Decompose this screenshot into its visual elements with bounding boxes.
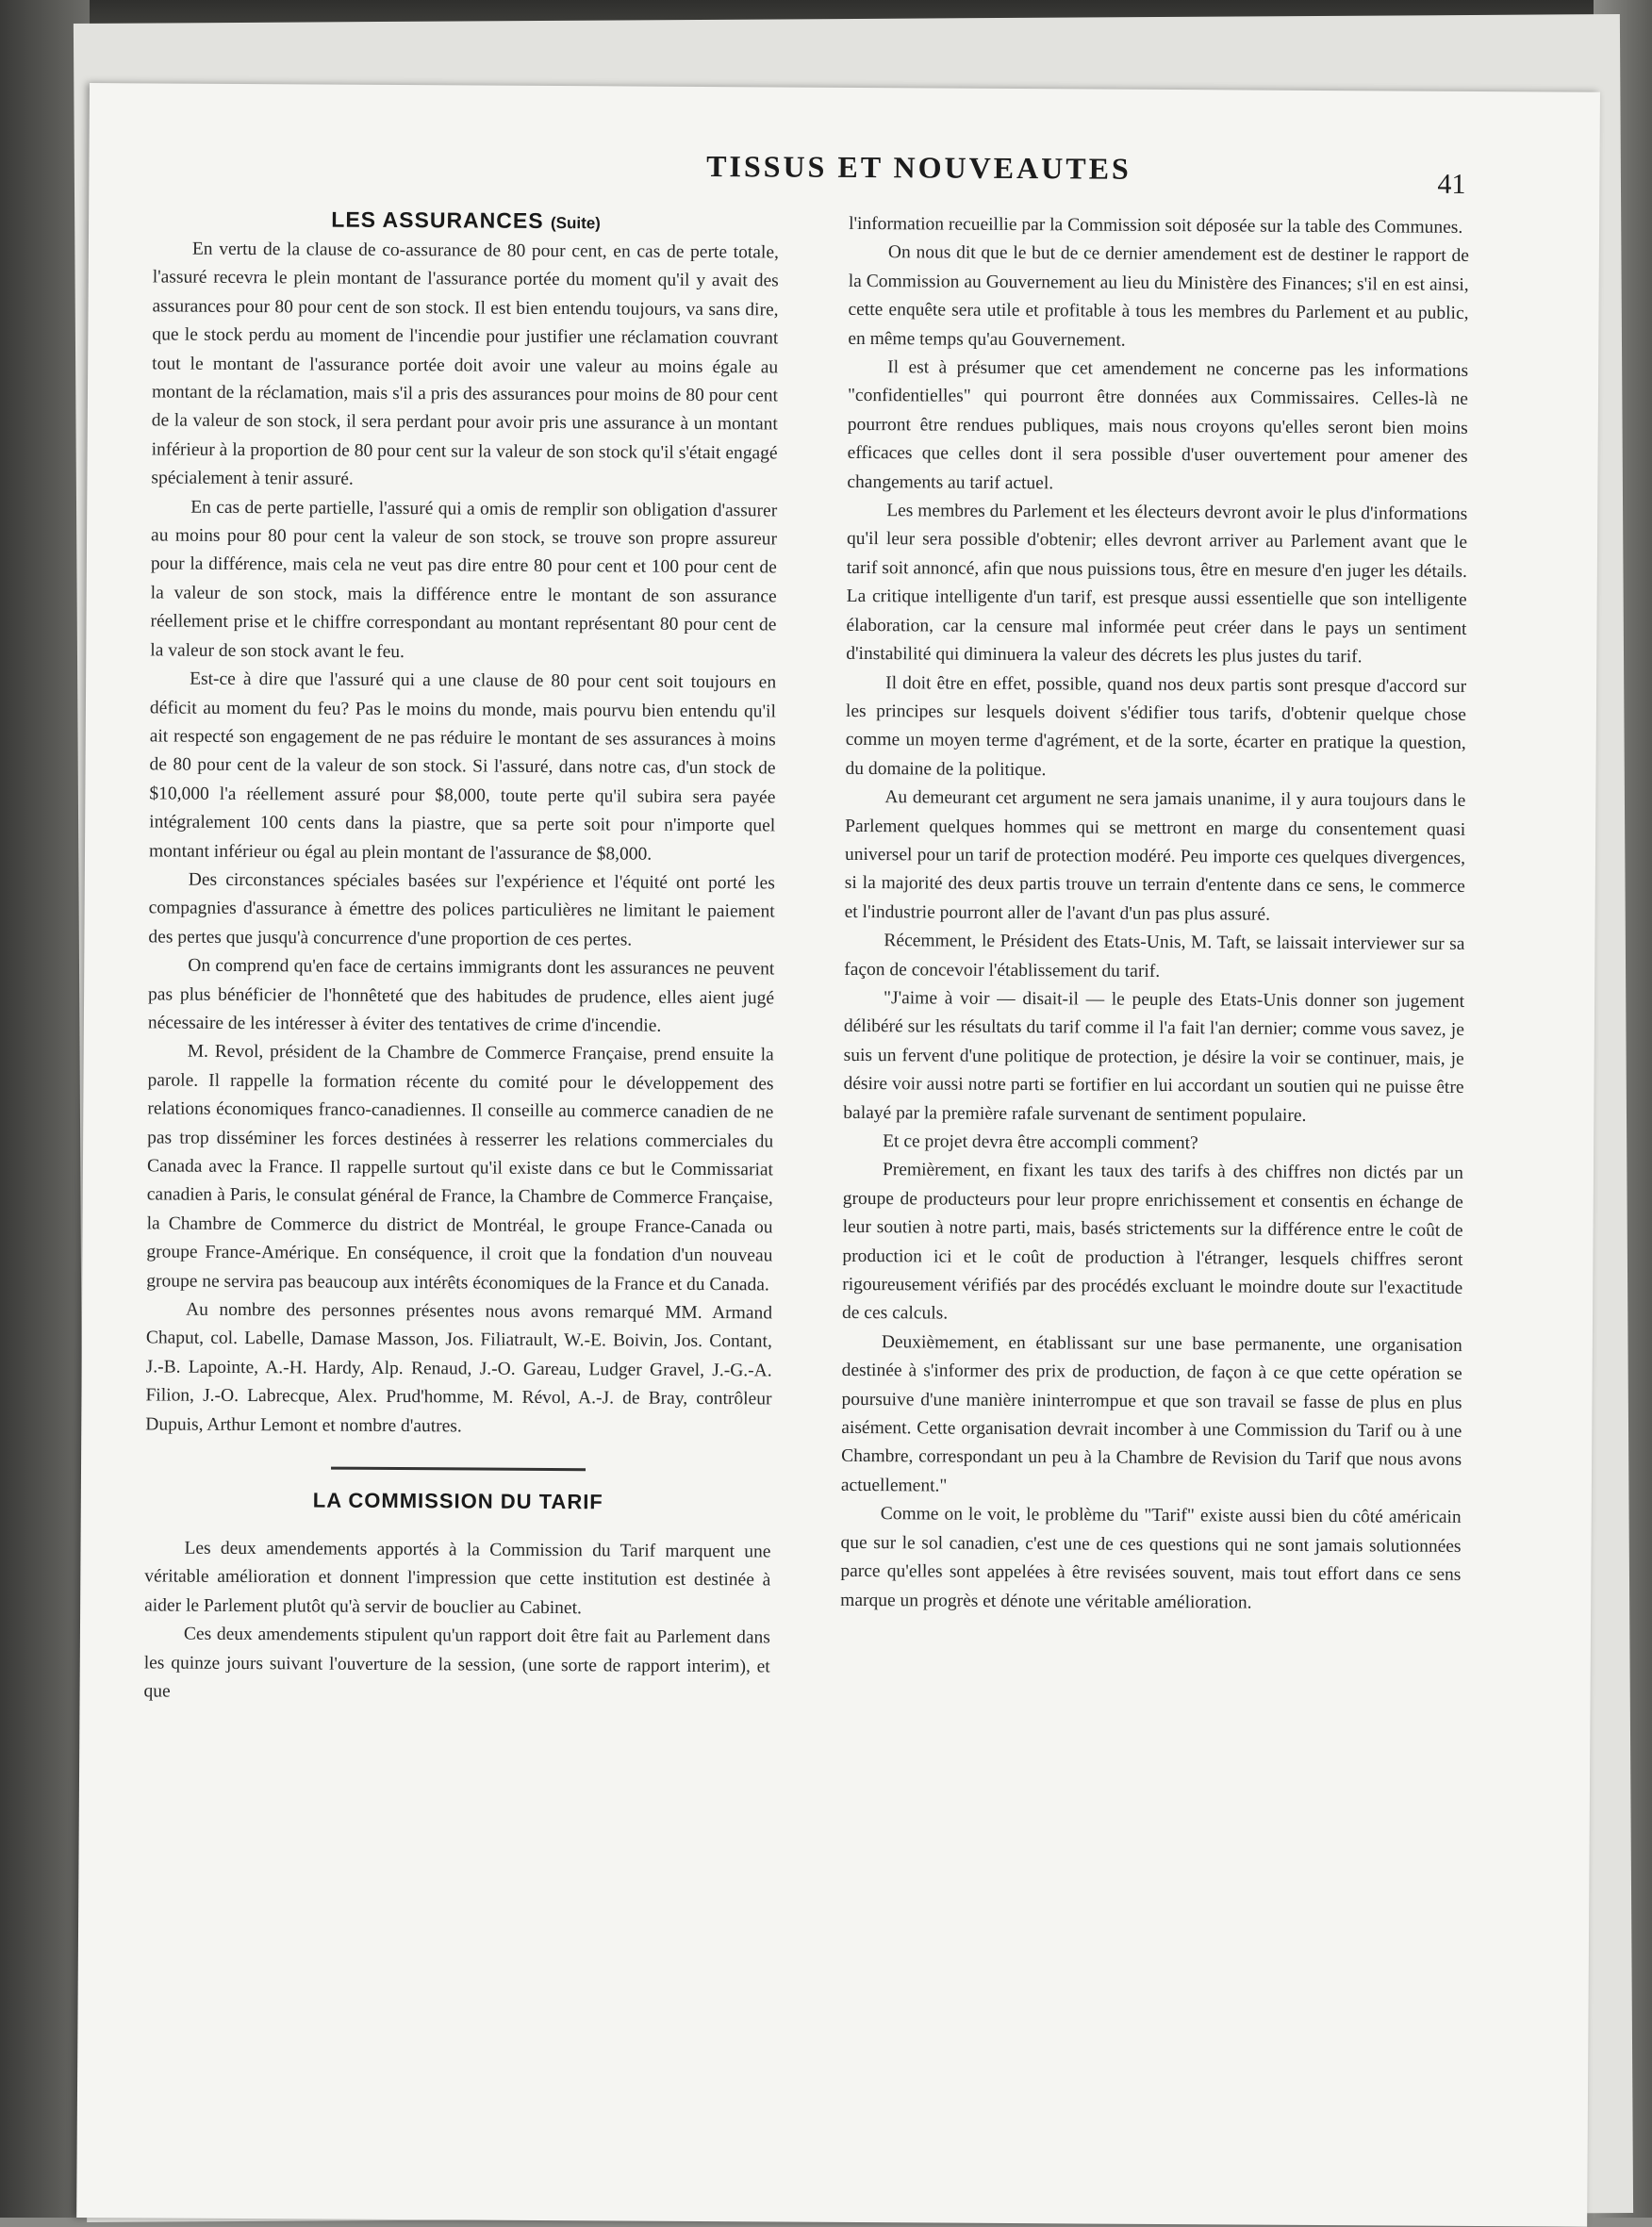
paragraph: Comme on le voit, le problème du "Tarif" existe aussi bien du côté américain que sur le sol canadien, c'est une de ces questions qui ne sont jamais solutionnées parce qu'elles sont appelées à être revisées souvent, mais tout effort dans ce sens marque un progrès et dénote une véritable amélioration. xyxy=(840,1504,1462,1613)
paragraph: En cas de perte partielle, l'assuré qui a omis de remplir son obligation d'assurer au moins pour 80 pour cent la valeur de son stock, se trouve son propre assureur pour la différence, mais cela ne veut pas dire entre 80 pour cent et 100 pour cent de la valeur de son stock, mais la différence entre le montant de son assurance réellement prise et le chiffre correspondant au montant représentant 80 pour cent de la valeur de son stock avant le feu. xyxy=(150,497,778,662)
paragraph: Au demeurant cet argument ne sera jamais unanime, il y aura toujours dans le Parlement quelques hommes qui se mettront en marge du consentement quasi universel pour un tarif de protection modéré. Peu importe ces quelques divergences, si la majorité des deux partis trouve un terrain d'entente dans ce sens, le commerce et l'industrie pourront aller de l'avant d'un pas plus assuré. xyxy=(844,787,1466,925)
paragraph-quote: "J'aime à voir — disait-il — le peuple des Etats-Unis donner son jugement délibéré sur les résultats du tarif comme il l'a fait l'an dernier; comme vous savez, je suis un fervent d'une politique de protection, je désire la voir se continuer, mais, je désire voir aussi notre parti se fortifier en lui accordant un soutien qui ne puisse être balayé par la première rafale survenant de sentiment populaire. xyxy=(843,988,1465,1126)
paragraph: Deuxièmement, en établissant sur une base permanente, une organisation destinée à s'informer des prix de production, de façon à ce que cette opération se poursuive d'une manière ininterrompue et que son travail se fasse de plus en plus aisément. Cette organisation devrait incomber à une Commission du Tarif ou à une Chambre, correspondant un peu à la Chambre de Revision du Tarif que nous avons actuellement." xyxy=(840,1331,1462,1496)
section-divider xyxy=(331,1467,586,1472)
paragraph: Les membres du Parlement et les électeurs devront avoir le plus d'informations qu'il leur sera possible d'obtenir; elles devront arriver au Parlement avant que le tarif soit annoncé, afin que nous puissions tous, être en mesure d'en juger les détails. La critique intelligente d'un tarif, est presque aussi essentielle que son intelligente élaboration, car la censure mal informée peut créer dans le pays un sentiment d'instabilité qui diminuera la valeur des décrets les plus justes du tarif. xyxy=(846,501,1468,668)
paragraph: Il doit être en effet, possible, quand nos deux partis sont presque d'accord sur les principes sur lesquels doivent s'édifier tous tarifs, d'obtenir quelque chose comme un moyen terme d'agrément, et de la sorte, écarter en pratique la question, du domaine de la politique. xyxy=(845,672,1467,780)
running-title: TISSUS ET NOUVEAUTES xyxy=(706,148,1132,186)
paragraph: On nous dit que le but de ce dernier amendement est de destiner le rapport de la Commission au Gouvernement au lieu du Ministère des Finances; s'il en est ainsi, cette enquête sera utile et profitable à tous les membres du Parlement et au public, en même temps qu'au Gouvernement. xyxy=(848,242,1469,351)
paragraph: Premièrement, en fixant les taux des tarifs à des chiffres non dictés par un groupe de producteurs pour leur propre enrichissement et consentis en échange de leur soutien à notre parti, mais, basés strictements sur la différence entre le coût de production ici et le coût de production à l'étranger, lesquels chiffres seront rigoureusement vérifiés par des procédés excluant le moindre doute sur l'exactitude de ces calculs. xyxy=(841,1160,1464,1325)
paragraph: En vertu de la clause de co-assurance de 80 pour cent, en cas de perte totale, l'assuré recevra le plein montant de l'assurance portée du moment qu'il y avait des assurances pour 80 pour cent de son stock. Il est bien entendu toujours, va sans dire, que le stock perdu au moment de l'incendie pour justifier une réclamation couvrant tout le montant de l'assurance portée doit avoir une valeur au moins égale au montant de la réclamation, mais s'il a pris des assurances pour moins de 80 pour cent de la valeur de son stock, il sera perdant pour avoir pris une assurance à un montant inférieur à la proportion de 80 pour cent sur la valeur de son stock qu'il s'était engagé spécialement à tenir assuré. xyxy=(151,239,779,489)
paragraph: On comprend qu'en face de certains immigrants dont les assurances ne peuvent pas plus bénéficier de l'honnêteté que des habitudes de prudence, elles aient jugé nécessaire de les intéresser à éviter des tentatives de crime d'incendie. xyxy=(147,955,775,1036)
paragraph: M. Revol, président de la Chambre de Commerce Française, prend ensuite la parole. Il rappelle la formation récente du comité pour le développement des relations économiques franco-canadiennes. Il conseille au commerce canadien de ne pas trop disséminer les forces destinées à resserrer les relations commerciales du Canada avec la France. Il rappelle surtout qu'il existe dans ce but le Commissariat canadien à Paris, le consulat général de France, la Chambre de Commerce Française, la Chambre de Commerce du district de Montréal, le groupe France-Canada ou groupe France-Amérique. En conséquence, il croit que la fondation d'un nouveau groupe ne servira pas beaucoup aux intérêts économiques de la France et du Canada. xyxy=(146,1042,774,1295)
section-heading-assurances xyxy=(153,206,779,235)
paragraph: Les deux amendements apportés à la Commission du Tarif marquent une véritable amélioration et donnent l'impression que cette institution est destinée à aider le Parlement plutôt qu'à servir de bouclier au Cabinet. xyxy=(144,1538,771,1619)
page-number: 41 xyxy=(1437,168,1466,200)
paragraph-continued: l'information recueillie par la Commission soit déposée sur la table des Communes. xyxy=(849,213,1463,238)
right-column xyxy=(840,210,1469,1619)
left-column xyxy=(143,206,779,1710)
section-heading-suffix: (Suite) xyxy=(550,213,601,233)
paragraph: Et ce projet devra être accompli comment? xyxy=(883,1131,1198,1154)
paragraph: Est-ce à dire que l'assuré qui a une clause de 80 pour cent soit toujours en déficit au moment du feu? Pas le moins du monde, mais pourvu bien entendu qu'il ait respecté son engagement de ne pas réduire le montant de ses assurances à moins de 80 pour cent de la valeur de son stock. Si l'assuré, dans notre cas, d'un stock de $10,000 l'a réellement assuré pour $8,000, toute perte qu'il subira sera payée intégralement 100 cents dans la piastre, que sa perte soit pour n'importe quel montant inférieur ou égal au plein montant de l'assurance de $8,000. xyxy=(148,668,777,865)
paragraph: Au nombre des personnes présentes nous avons remarqué MM. Armand Chaput, col. Labelle, Damase Masson, Jos. Filiatrault, W.-E. Boivin, Jos. Contant, J.-B. Lapointe, A.-H. Hardy, Alp. Renaud, J.-O. Gareau, Ludger Gravel, J.-G.-A. Filion, J.-O. Labrecque, Alex. Prud'homme, M. Révol, A.-J. de Bray, contrôleur Dupuis, Arthur Lemont et nombre d'autres. xyxy=(145,1299,773,1437)
paragraph: Des circonstances spéciales basées sur l'expérience et l'équité ont porté les compagnies d'assurance à émettre des polices particulières ne limitant le paiement des pertes que jusqu'à concurrence d'une proportion de ces pertes. xyxy=(148,869,775,950)
section-heading-text: LES ASSURANCES xyxy=(331,206,544,233)
paragraph: Ces deux amendements stipulent qu'un rapport doit être fait au Parlement dans les quinze jours suivant l'ouverture de la session, (une sorte de rapport interim), et que xyxy=(143,1624,771,1702)
paragraph: Récemment, le Président des Etats-Unis, M. Taft, se laissait interviewer sur sa façon de concevoir l'établissement du tarif. xyxy=(844,931,1465,982)
magazine-page xyxy=(76,83,1600,2227)
paragraph: Il est à présumer que cet amendement ne concerne pas les informations "confidentielles" qui pourront être données aux Commissaires. Celles-là ne pourront être rendues publiques, mais nous croyons qu'elles seront bien moins efficaces que celles dont il sera possible d'user ouvertement pour amener des changements au tarif actuel. xyxy=(847,357,1469,493)
section-heading-commission: LA COMMISSION DU TARIF xyxy=(312,1488,603,1514)
